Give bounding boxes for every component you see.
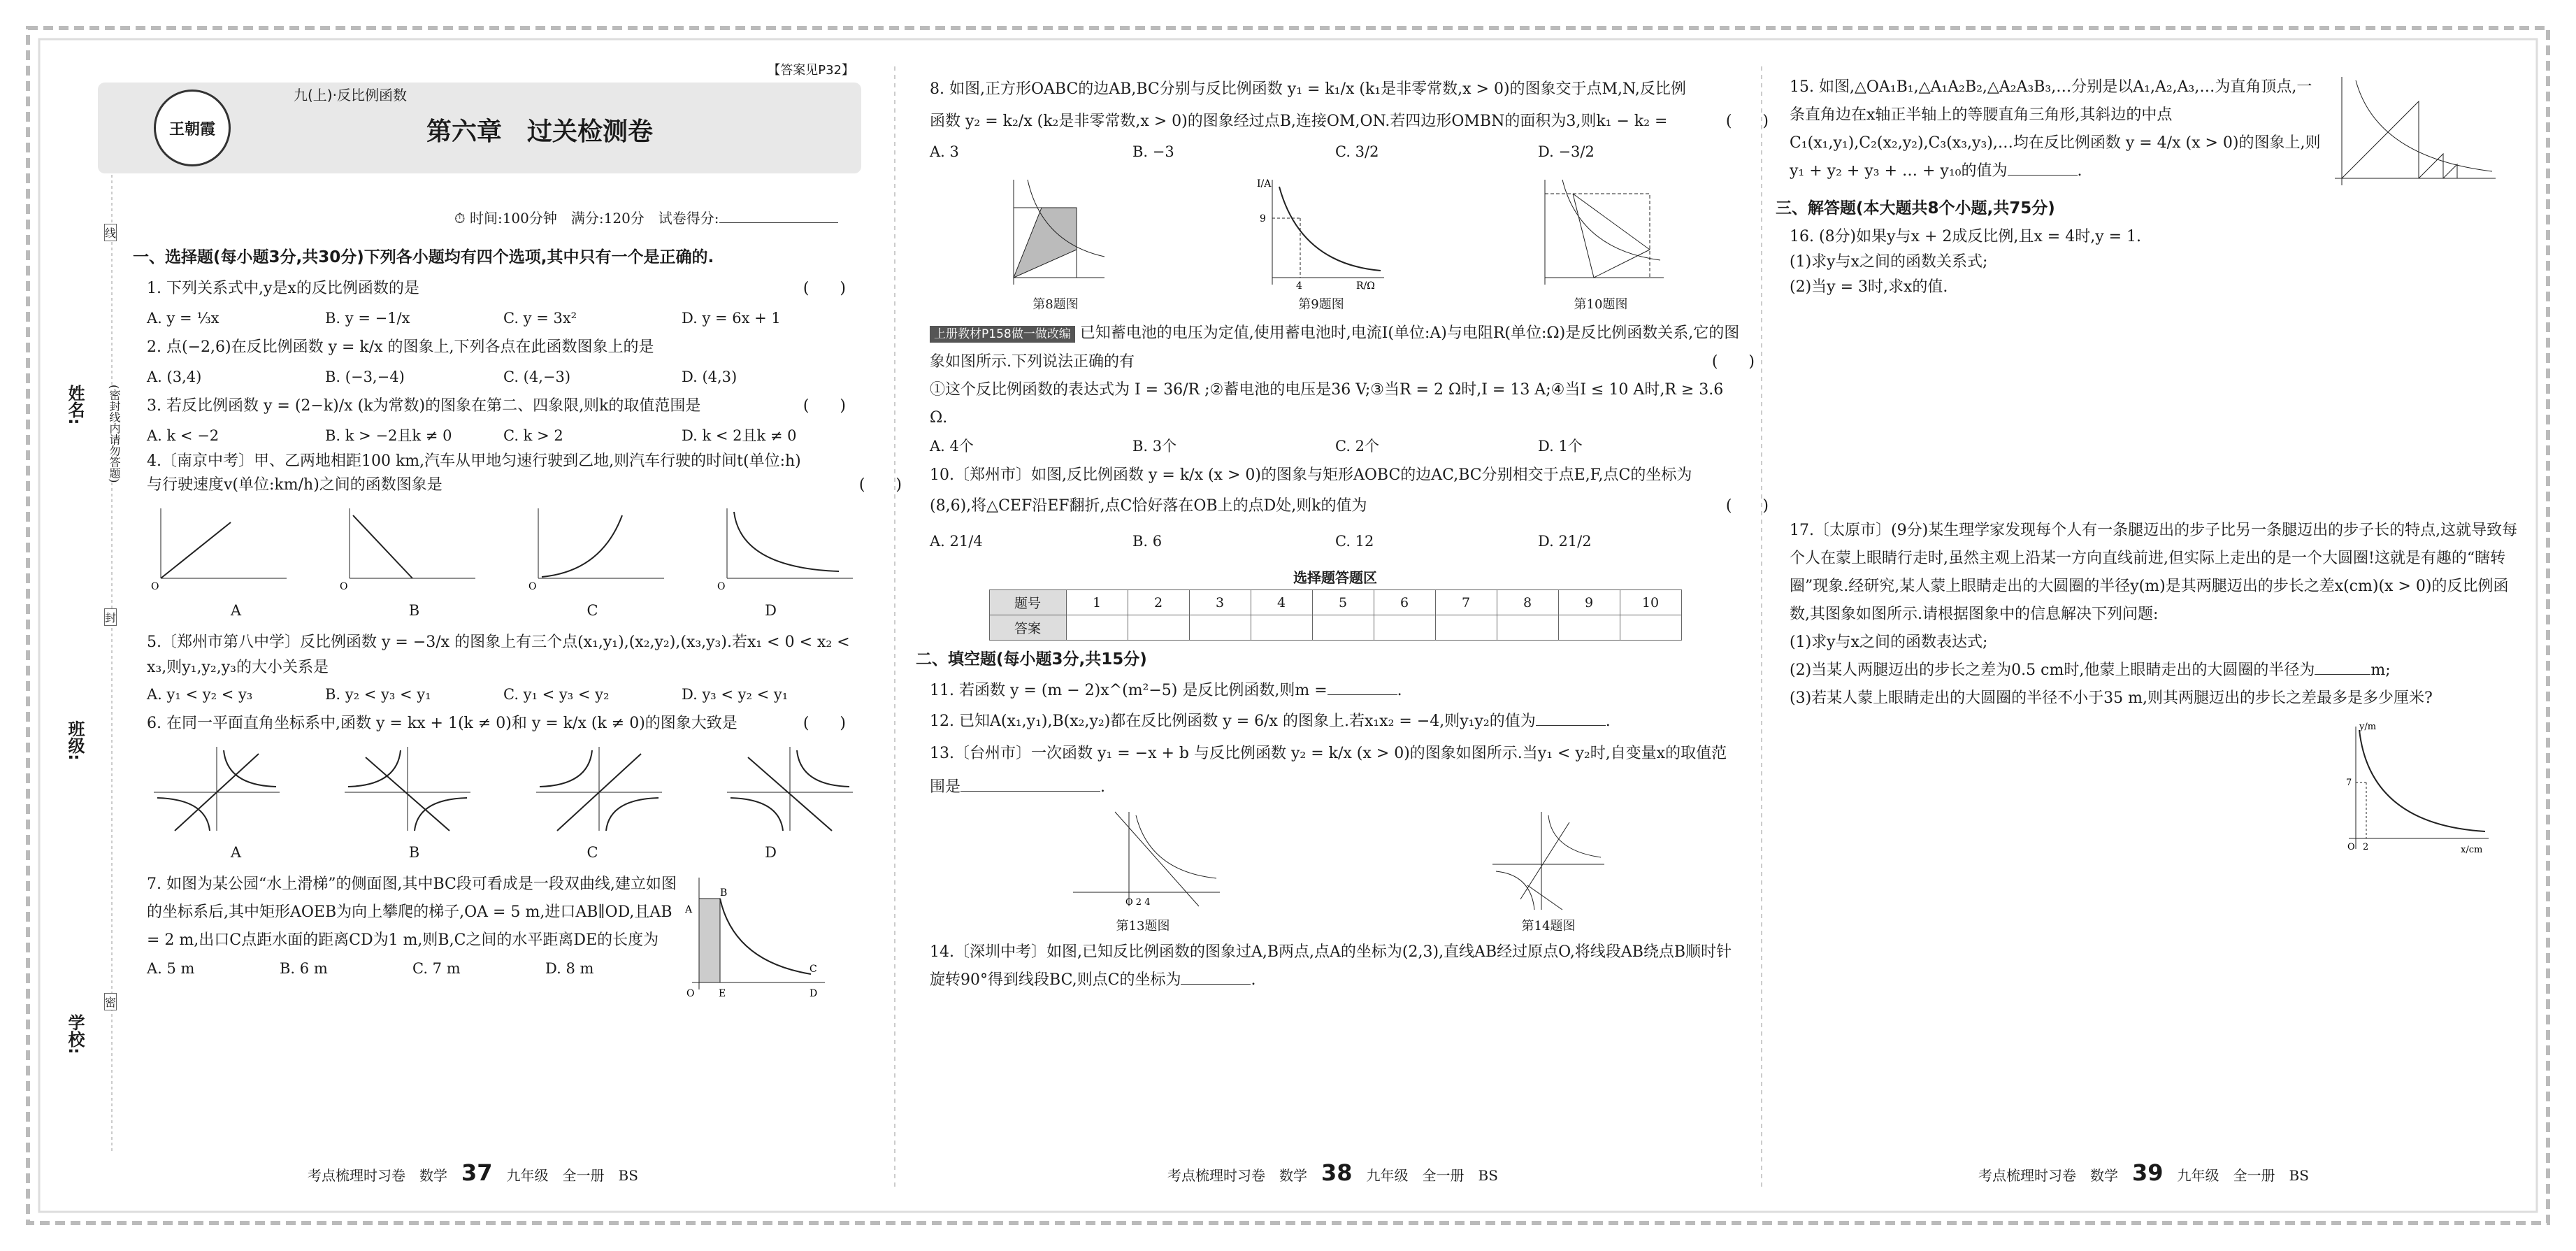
q7-figure xyxy=(678,871,832,1003)
q9-caption: 第9题图 xyxy=(1298,297,1344,312)
q6-graph-d xyxy=(720,743,860,834)
q16-part-2: (2)当y = 3时,求x的值. xyxy=(1790,278,1948,296)
q17-figure xyxy=(2328,720,2496,859)
clock-icon: ⏱ xyxy=(454,210,466,227)
answer-cell[interactable] xyxy=(1558,615,1620,641)
svg-text:O: O xyxy=(151,581,159,592)
question-16: 16. (8分)如果y与x + 2成反比例,且x = 4时,y = 1. xyxy=(1790,228,2142,245)
q7-options: A. 5 m B. 6 m C. 7 m D. 8 m xyxy=(147,960,594,977)
svg-text:A: A xyxy=(685,904,693,915)
page-37 xyxy=(133,241,902,1251)
q4-graph-c xyxy=(524,501,671,592)
q10-options: A. 21/4 B. 6 C. 12 D. 21/2 xyxy=(930,533,1592,550)
question-5: 5.〔郑州市第八中学〕反比例函数 y = −3/x 的图象上有三个点(x₁,y₁),(x₂,y₂),(x₃,y₃).若x₁ < 0 < x₂ < x₃,则y₁,y₂,y₃的大小关系是 xyxy=(147,634,850,676)
svg-text:O: O xyxy=(686,988,695,999)
q9-figure xyxy=(1251,173,1391,292)
footer-39: 考点梳理时习卷 数学 39 九年级 全一册 BS xyxy=(1978,1159,2309,1186)
answer-table-title: 选择题答题区 xyxy=(1293,569,1377,586)
svg-text:7: 7 xyxy=(2346,778,2352,788)
section-choice: 一、选择题(每小题3分,共30分)下列各小题均有四个选项,其中只有一个是正确的. xyxy=(133,248,714,266)
question-15: 15. 如图,△OA₁B₁,△A₁A₂B₂,△A₂A₃B₃,…分别是以A₁,A₂,A₃,…为直角顶点,一条直角边在x轴正半轴上的等腰直角三角形,其斜边的中点C₁(x₁,y₁),C₂(x₂,y₂),C₃(x₃,y₃),…均在反比例函数 y = 4/x (x > 0)的图象上,则y₁ + y₂ + y₃ + … + y₁₀的值为 . xyxy=(1790,78,2321,180)
q4-options: A B C D xyxy=(230,602,777,619)
q1-options: A. y = ⅓x B. y = −1/x C. y = 3x² D. y = 6x + 1 xyxy=(147,310,781,327)
q9-tag: 上册教材P158做一做改编 xyxy=(930,326,1075,343)
q10-caption: 第10题图 xyxy=(1574,297,1628,312)
seal-mark-2: 密 xyxy=(104,993,117,1010)
svg-text:O: O xyxy=(340,581,348,592)
answer-cell[interactable] xyxy=(1435,615,1497,641)
q17-part-1: (1)求y与x之间的函数表达式; xyxy=(1790,634,1988,651)
question-12: 12. 已知A(x₁,y₁),B(x₂,y₂)都在反比例函数 y = 6/x 的图象上.若x₁x₂ = −4,则y₁y₂的值为 . xyxy=(930,713,1611,730)
section-fill: 二、填空题(每小题3分,共15分) xyxy=(916,650,1147,669)
class-label: 班级: xyxy=(65,720,85,761)
question-2: 2. 点(−2,6)在反比例函数 y = k/x 的图象上,下列各点在此函数图象上的是 xyxy=(147,338,654,356)
svg-text:B: B xyxy=(720,887,728,899)
question-6: 6. 在同一平面直角坐标系中,函数 y = kx + 1(k ≠ 0)和 y = k/x (k ≠ 0)的图象大致是 ( ) xyxy=(147,715,846,732)
q17-part-3: (3)若某人蒙上眼睛走出的大圆圈的半径不小于35 m,则其两腿迈出的步长之差最多是多少厘米? xyxy=(1790,689,2433,707)
q4-graph-a xyxy=(147,501,294,592)
answer-ref: 【答案见P32】 xyxy=(768,63,854,78)
question-14: 14.〔深圳中考〕如图,已知反比例函数的图象过A,B两点,点A的坐标为(2,3),直线AB经过原点O,将线段AB绕点B顺时针旋转90°得到线段BC,则点C的坐标为 . xyxy=(930,943,1732,989)
svg-text:E: E xyxy=(719,988,726,999)
svg-text:O: O xyxy=(717,581,726,592)
q4-graph-d xyxy=(713,501,860,592)
question-17: 17.〔太原市〕(9分)某生理学家发现每个人有一条腿迈出的步子比另一条腿迈出的步子长的特点,这就导致每个人在蒙上眼睛行走时,虽然主观上沿某一方向直线前进,但实际上走出的是一个大圆圈!这就是有趣的“瞎转圈”现象.经研究,某人蒙上眼睛走出的大圆圈的半径y(m)是其两腿迈出的步长之差x(cm)(x > 0)的反比例函数,其图象如图所示.请根据图象中的信息解决下列问题: xyxy=(1790,522,2518,623)
page-title: 第六章 过关检测卷 xyxy=(426,117,654,146)
question-11: 11. 若函数 y = (m − 2)x^(m²−5) 是反比例函数,则m = . xyxy=(930,682,1402,699)
seal-mark: 封 xyxy=(104,608,117,626)
question-1: 1. 下列关系式中,y是x的反比例函数的是 ( ) xyxy=(147,280,846,297)
question-10: 10.〔郑州市〕如图,反比例函数 y = k/x (x > 0)的图象与矩形AOBC的边AC,BC分别相交于点E,F,点C的坐标为(8,6),将△CEF沿EF翻折,点C恰好落在OB上的点D处,则k的值为 ( ) xyxy=(930,466,1769,515)
question-3: 3. 若反比例函数 y = (2−k)/x (k为常数)的图象在第二、四象限,则k的取值范围是 ( ) xyxy=(147,397,846,415)
q9-options: A. 4个 B. 3个 C. 2个 D. 1个 xyxy=(930,438,1583,455)
answer-cell[interactable] xyxy=(1251,615,1312,641)
svg-text:x/cm: x/cm xyxy=(2461,845,2483,855)
svg-text:O 2 4: O 2 4 xyxy=(1125,897,1151,908)
q10-figure xyxy=(1531,173,1671,292)
seal-note: (密封线内请勿答题) xyxy=(108,385,121,483)
q14-caption: 第14题图 xyxy=(1521,919,1576,934)
svg-text:D: D xyxy=(810,988,818,999)
q13-caption: 第13题图 xyxy=(1116,919,1170,934)
svg-text:9: 9 xyxy=(1260,213,1266,224)
section-answer: 三、解答题(本大题共8个小题,共75分) xyxy=(1776,199,2055,217)
answer-cell[interactable] xyxy=(1374,615,1435,641)
q15-figure xyxy=(2321,73,2503,192)
svg-text:I/A: I/A xyxy=(1257,178,1272,190)
q16-part-1: (1)求y与x之间的函数关系式; xyxy=(1790,253,1988,271)
q8-caption: 第8题图 xyxy=(1032,297,1079,312)
q6-graph-c xyxy=(529,743,669,834)
answer-cell[interactable] xyxy=(1189,615,1251,641)
svg-text:4: 4 xyxy=(1296,280,1302,292)
question-9: 上册教材P158做一做改编 已知蓄电池的电压为定值,使用蓄电池时,电流I(单位:A)与电阻R(单位:Ω)是反比例函数关系,它的图象如图所示.下列说法正确的有 ( ) xyxy=(930,324,1755,371)
q4-graphs xyxy=(147,501,860,592)
svg-text:y/m: y/m xyxy=(2359,722,2377,732)
binding-strip xyxy=(21,175,133,1154)
chapter-header xyxy=(98,63,861,173)
logo xyxy=(154,90,231,166)
q6-graphs xyxy=(147,743,860,834)
svg-text:O: O xyxy=(2347,842,2355,852)
school-label: 学校: xyxy=(65,1014,85,1055)
answer-table: 题号 1 2 3 4 5 6 7 8 9 10 答案 xyxy=(989,589,1682,641)
svg-text:2: 2 xyxy=(2363,842,2369,852)
exam-meta: ⏱ 时间:100分钟 满分:120分 试卷得分: xyxy=(454,207,838,227)
q5-options: A. y₁ < y₂ < y₃ B. y₂ < y₃ < y₁ C. y₁ < y₃ < y₂ D. y₃ < y₂ < y₁ xyxy=(147,686,789,703)
answer-cell[interactable] xyxy=(1497,615,1558,641)
answer-cell[interactable] xyxy=(1128,615,1189,641)
answer-cell[interactable] xyxy=(1620,615,1681,641)
page-39 xyxy=(1776,73,2524,1206)
logo-text: 王朝霞 xyxy=(168,120,215,138)
question-4: 4.〔南京中考〕甲、乙两地相距100 km,汽车从甲地匀速行驶到乙地,则汽车行驶的时间t(单位:h)与行驶速度v(单位:km/h)之间的函数图象是 ( ) xyxy=(147,452,902,494)
q8-figure xyxy=(1000,173,1111,292)
q4-graph-b xyxy=(336,501,482,592)
q6-options: A B C D xyxy=(230,844,777,861)
q2-options: A. (3,4) B. (−3,−4) C. (4,−3) D. (4,3) xyxy=(147,369,737,385)
answer-cell[interactable] xyxy=(1312,615,1374,641)
q14-figure xyxy=(1485,808,1611,913)
footer-38: 考点梳理时习卷 数学 38 九年级 全一册 BS xyxy=(1167,1159,1498,1186)
seal-line-mark: 线 xyxy=(104,224,117,241)
svg-text:C: C xyxy=(810,964,817,975)
footer-37: 考点梳理时习卷 数学 37 九年级 全一册 BS xyxy=(308,1159,638,1186)
question-7: 7. 如图为某公园“水上滑梯”的侧面图,其中BC段可看成是一段双曲线,建立如图的坐标系后,其中矩形AOEB为向上攀爬的梯子,OA = 5 m,进口AB∥OD,且AB = 2 m,出口C点距水面的距离CD为1 m,则B,C之间的水平距离DE的长度为 xyxy=(147,875,677,949)
answer-cell[interactable] xyxy=(1066,615,1128,641)
svg-text:R/Ω: R/Ω xyxy=(1356,280,1375,292)
q3-options: A. k < −2 B. k > −2且k ≠ 0 C. k > 2 D. k < 2且k ≠ 0 xyxy=(147,427,797,444)
question-8: 8. 如图,正方形OABC的边AB,BC分别与反比例函数 y₁ = k₁/x (k₁是非零常数,x > 0)的图象交于点M,N,反比例函数 y₂ = k₂/x (k₂是非零常数,x > 0)的图象经过点B,连接OM,ON.若四边形OMBN的面积为3,则k₁ − k₂ = ( ) xyxy=(930,80,1769,130)
q13-figure xyxy=(1059,808,1227,913)
svg-text:O: O xyxy=(528,581,537,592)
q6-graph-b xyxy=(338,743,477,834)
q6-graph-a xyxy=(147,743,287,834)
q9-statements: ①这个反比例函数的表达式为 I = 36/R ;②蓄电池的电压是36 V;③当R = 2 Ω时,I = 13 A;④当I ≤ 10 A时,R ≥ 3.6 Ω. xyxy=(930,381,1724,427)
q8-options: A. 3 B. −3 C. 3/2 D. −3/2 xyxy=(930,143,1595,160)
q17-part-2: (2)当某人两腿迈出的步长之差为0.5 cm时,他蒙上眼睛走出的大圆圈的半径为 m; xyxy=(1790,662,2391,679)
page-38 xyxy=(916,73,1769,1206)
name-label: 姓名: xyxy=(65,385,85,425)
grade-label: 九(上)·反比例函数 xyxy=(294,87,407,103)
q16-answer-space[interactable] xyxy=(1790,300,2524,517)
question-13: 13.〔台州市〕一次函数 y₁ = −x + b 与反比例函数 y₂ = k/x (x > 0)的图象如图所示.当y₁ < y₂时,自变量x的取值范围是 . xyxy=(930,745,1727,796)
